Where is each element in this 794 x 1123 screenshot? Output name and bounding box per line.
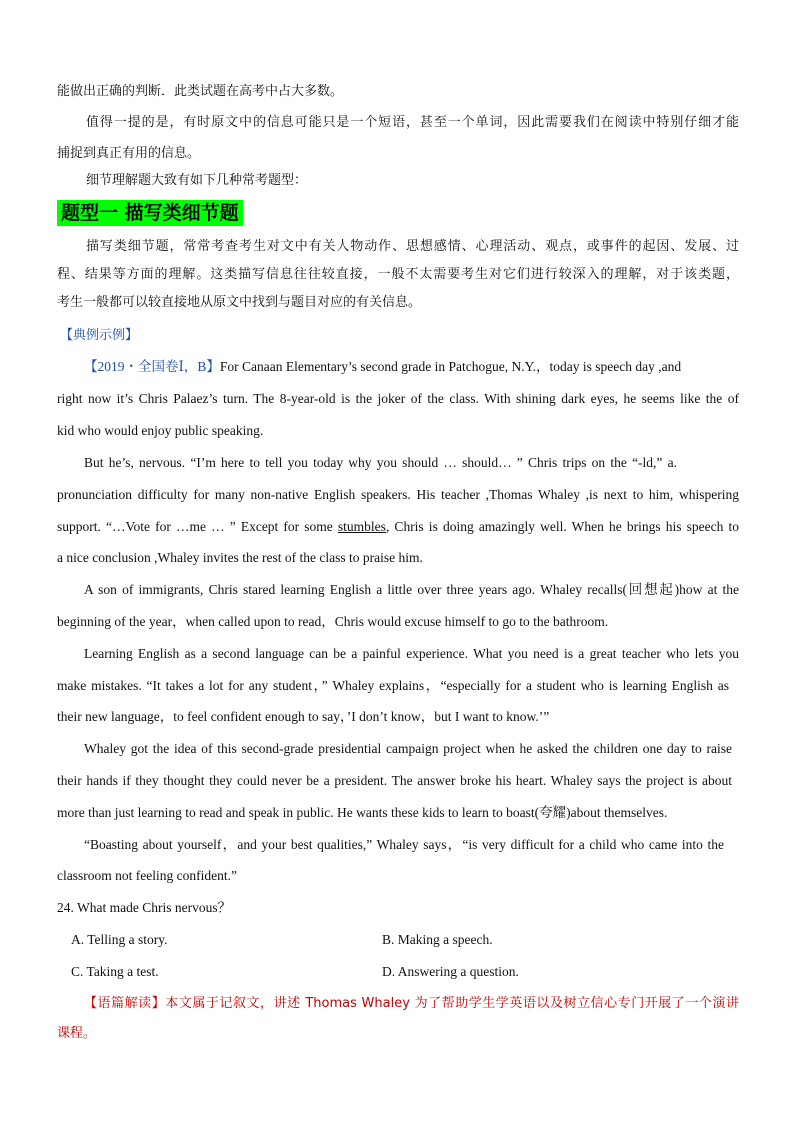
source-tag: 【2019・全国卷Ⅰ，B】 bbox=[84, 359, 220, 374]
passage-p4-line-2: make mistakes. “It takes a lot for any student，” Whaley explains，“especially for a student who is learning English as bbox=[57, 678, 729, 693]
section-heading: 题型一 描写类细节题 bbox=[57, 200, 243, 226]
desc-line-3: 考生一般都可以较直接地从原文中找到与题目对应的有关信息。 bbox=[57, 295, 422, 310]
passage-p4-line-3: their new language，to feel confident enough to say，’I don’t know，but I want to know.’” bbox=[57, 709, 550, 724]
passage-p3-line-2: beginning of the year，when called upon to read，Chris would excuse himself to go to the bathroom. bbox=[57, 614, 609, 629]
option-c: C. Taking a test. bbox=[71, 964, 159, 979]
analysis-line-1 bbox=[84, 994, 739, 1014]
passage-p1-line-2: right now it’s Chris Palaez’s turn. The 8-year-old is the joker of the class. With shining dark eyes, he seems like the of bbox=[57, 391, 739, 406]
passage-p4-line-1: Learning English as a second language can be a painful experience. What you need is a great teacher who lets you bbox=[84, 646, 739, 661]
passage-p6-line-2: classroom not feeling confident.” bbox=[57, 868, 237, 883]
passage-p2-line-2: pronunciation difficulty for many non-native English speakers. His teacher ,Thomas Whaley ,is next to him, whispering bbox=[57, 487, 739, 502]
analysis-text: 本文属于记叙文，讲述 Thomas Whaley 为了帮助学生学英语以及树立信心专门开展了一个演讲 bbox=[165, 996, 739, 1011]
example-label: 【典例示例】 bbox=[60, 328, 139, 343]
passage-p1-line-1 bbox=[84, 357, 739, 377]
underlined-word-stumbles: stumbles bbox=[337, 519, 386, 534]
passage-p2-text-b: , Chris is doing amazingly well. When he brings his speech to bbox=[385, 519, 739, 534]
desc-line-2: 程、结果等方面的理解。这类描写信息往往较直接，一般不太需要考生对它们进行较深入的理解，对于该类题， bbox=[57, 267, 739, 282]
question-stem: 24. What made Chris nervous？ bbox=[57, 900, 232, 915]
passage-p2-line-4: a nice conclusion ,Whaley invites the rest of the class to praise him. bbox=[57, 550, 423, 565]
passage-p5-line-3: more than just learning to read and speak in public. He wants these kids to learn to boast(夸耀)about themselves. bbox=[57, 805, 668, 820]
intro-line-3: 捕捉到真正有用的信息。 bbox=[57, 146, 201, 161]
passage-p5-line-1: Whaley got the idea of this second-grade presidential campaign project when he asked the children one day to raise bbox=[84, 741, 732, 756]
analysis-line-2: 课程。 bbox=[57, 1026, 97, 1041]
analysis-tag: 【语篇解读】 bbox=[84, 996, 166, 1011]
option-d: D. Answering a question. bbox=[382, 964, 519, 979]
passage-p2-line-1: But he’s, nervous. “I’m here to tell you today why you should … should… ” Chris trips on the “-ld,” a. bbox=[84, 455, 677, 470]
option-b: B. Making a speech. bbox=[382, 932, 493, 947]
desc-line-1: 描写类细节题，常常考查考生对文中有关人物动作、思想感情、心理活动、观点，或事件的起因、发展、过 bbox=[86, 239, 739, 254]
passage-p1-text: For Canaan Elementary’s second grade in Patchogue, N.Y.，today is speech day ,and bbox=[219, 359, 682, 374]
passage-p2-line-3 bbox=[57, 517, 739, 537]
intro-line-2: 值得一提的是，有时原文中的信息可能只是一个短语，甚至一个单词，因此需要我们在阅读中特别仔细才能 bbox=[86, 115, 739, 130]
passage-p2-text-a: support. “…Vote for …me … ” Except for some bbox=[57, 519, 338, 534]
intro-line-1: 能做出正确的判断．此类试题在高考中占大多数。 bbox=[57, 84, 344, 99]
passage-p1-line-3: kid who would enjoy public speaking. bbox=[57, 423, 264, 438]
option-a: A. Telling a story. bbox=[71, 932, 168, 947]
intro-line-4: 细节理解题大致有如下几种常考题型： bbox=[86, 173, 308, 188]
passage-p5-line-2: their hands if they thought they could never be a president. The answer broke his heart. Whaley says the project is about bbox=[57, 773, 732, 788]
passage-p3-line-1: A son of immigrants, Chris stared learning English a little over three years ago. Whaley recalls(回想起)how at the bbox=[84, 582, 739, 597]
passage-p6-line-1: “Boasting about yourself，and your best qualities,” Whaley says，“is very difficult for a child who came into the bbox=[84, 837, 724, 852]
